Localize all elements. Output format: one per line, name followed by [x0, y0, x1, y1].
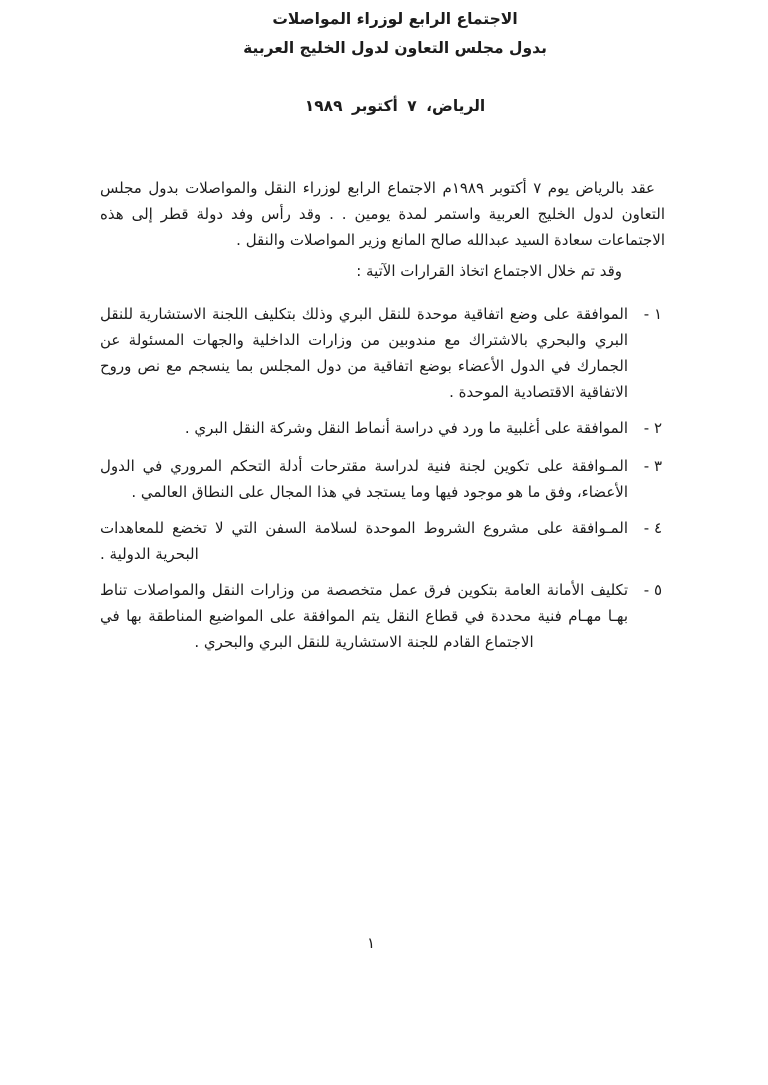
document-title-line1: الاجتماع الرابع لوزراء المواصلات [272, 10, 518, 28]
decisions-list [100, 301, 665, 655]
decision-text: الموافقة على وضع اتفاقية موحدة للنقل البري وذلك بتكليف اللجنة الاستشارية للنقل البري والبحري بالاشتراك مع مندوبين من وزارات الداخلية والجهات المسئولة عن الجمارك في الدول الأعضاء بوضع اتفاقية من دول المجلس بما ينسجم مع نص وروح الاتفاقية الاقتصادية الموحدة . [100, 305, 628, 401]
document-title-line2: بدول مجلس التعاون لدول الخليج العربية [243, 39, 547, 57]
decision-item-3 [100, 453, 665, 505]
document-body [0, 175, 768, 655]
decision-text: المـوافقة على مشروع الشروط الموحدة لسلامة السفن التي لا تخضع للمعاهدات البحرية الدولية . [100, 519, 628, 563]
decisions-intro: وقد تم خلال الاجتماع اتخاذ القرارات الآتية : [356, 262, 622, 280]
decision-text: الموافقة على أغلبية ما ورد في دراسة أنماط النقل وشركة النقل البري . [184, 419, 628, 437]
decision-number: ٤ - [643, 519, 662, 537]
decision-item-1 [100, 301, 665, 405]
decision-text: المـوافقة على تكوين لجنة فنية لدراسة مقترحات أدلة التحكم المروري في الدول الأعضاء، وفق ما هو موجود فيها وما يستجد في هذا المجال على النطاق العالمي . [100, 457, 628, 501]
decision-text: تكليف الأمانة العامة بتكوين فرق عمل متخصصة من وزارات النقل والمواصلات تناط بهـا مهـام فنية محددة في قطاع النقل يتم الموافقة على المواضيع المناطقة بها في الاجتماع القادم للجنة الاستشارية للنقل البري والبحري . [100, 581, 628, 651]
decision-item-5 [100, 577, 665, 655]
decision-number: ٥ - [643, 581, 662, 599]
document-date: الرياض، ٧ أكتوبر ١٩٨٩ [304, 97, 486, 115]
decision-item-4 [100, 515, 665, 567]
decision-number: ٣ - [643, 457, 662, 475]
decision-number: ٢ - [643, 419, 662, 437]
page-number: ١ [366, 934, 376, 952]
decision-item-2 [100, 415, 665, 441]
opening-paragraph: عقد بالرياض يوم ٧ أكتوبر ١٩٨٩م الاجتماع الرابع لوزراء النقل والمواصلات بدول مجلس التعاون لدول الخليج العربية واستمر لمدة يومين . . وقد رأس وفد دولة قطر إلى هذه الاجتماعات سعادة السيد عبدالله صالح المانع وزير المواصلات والنقل . [100, 179, 665, 249]
decision-number: ١ - [643, 305, 662, 323]
document-header [0, 0, 768, 119]
